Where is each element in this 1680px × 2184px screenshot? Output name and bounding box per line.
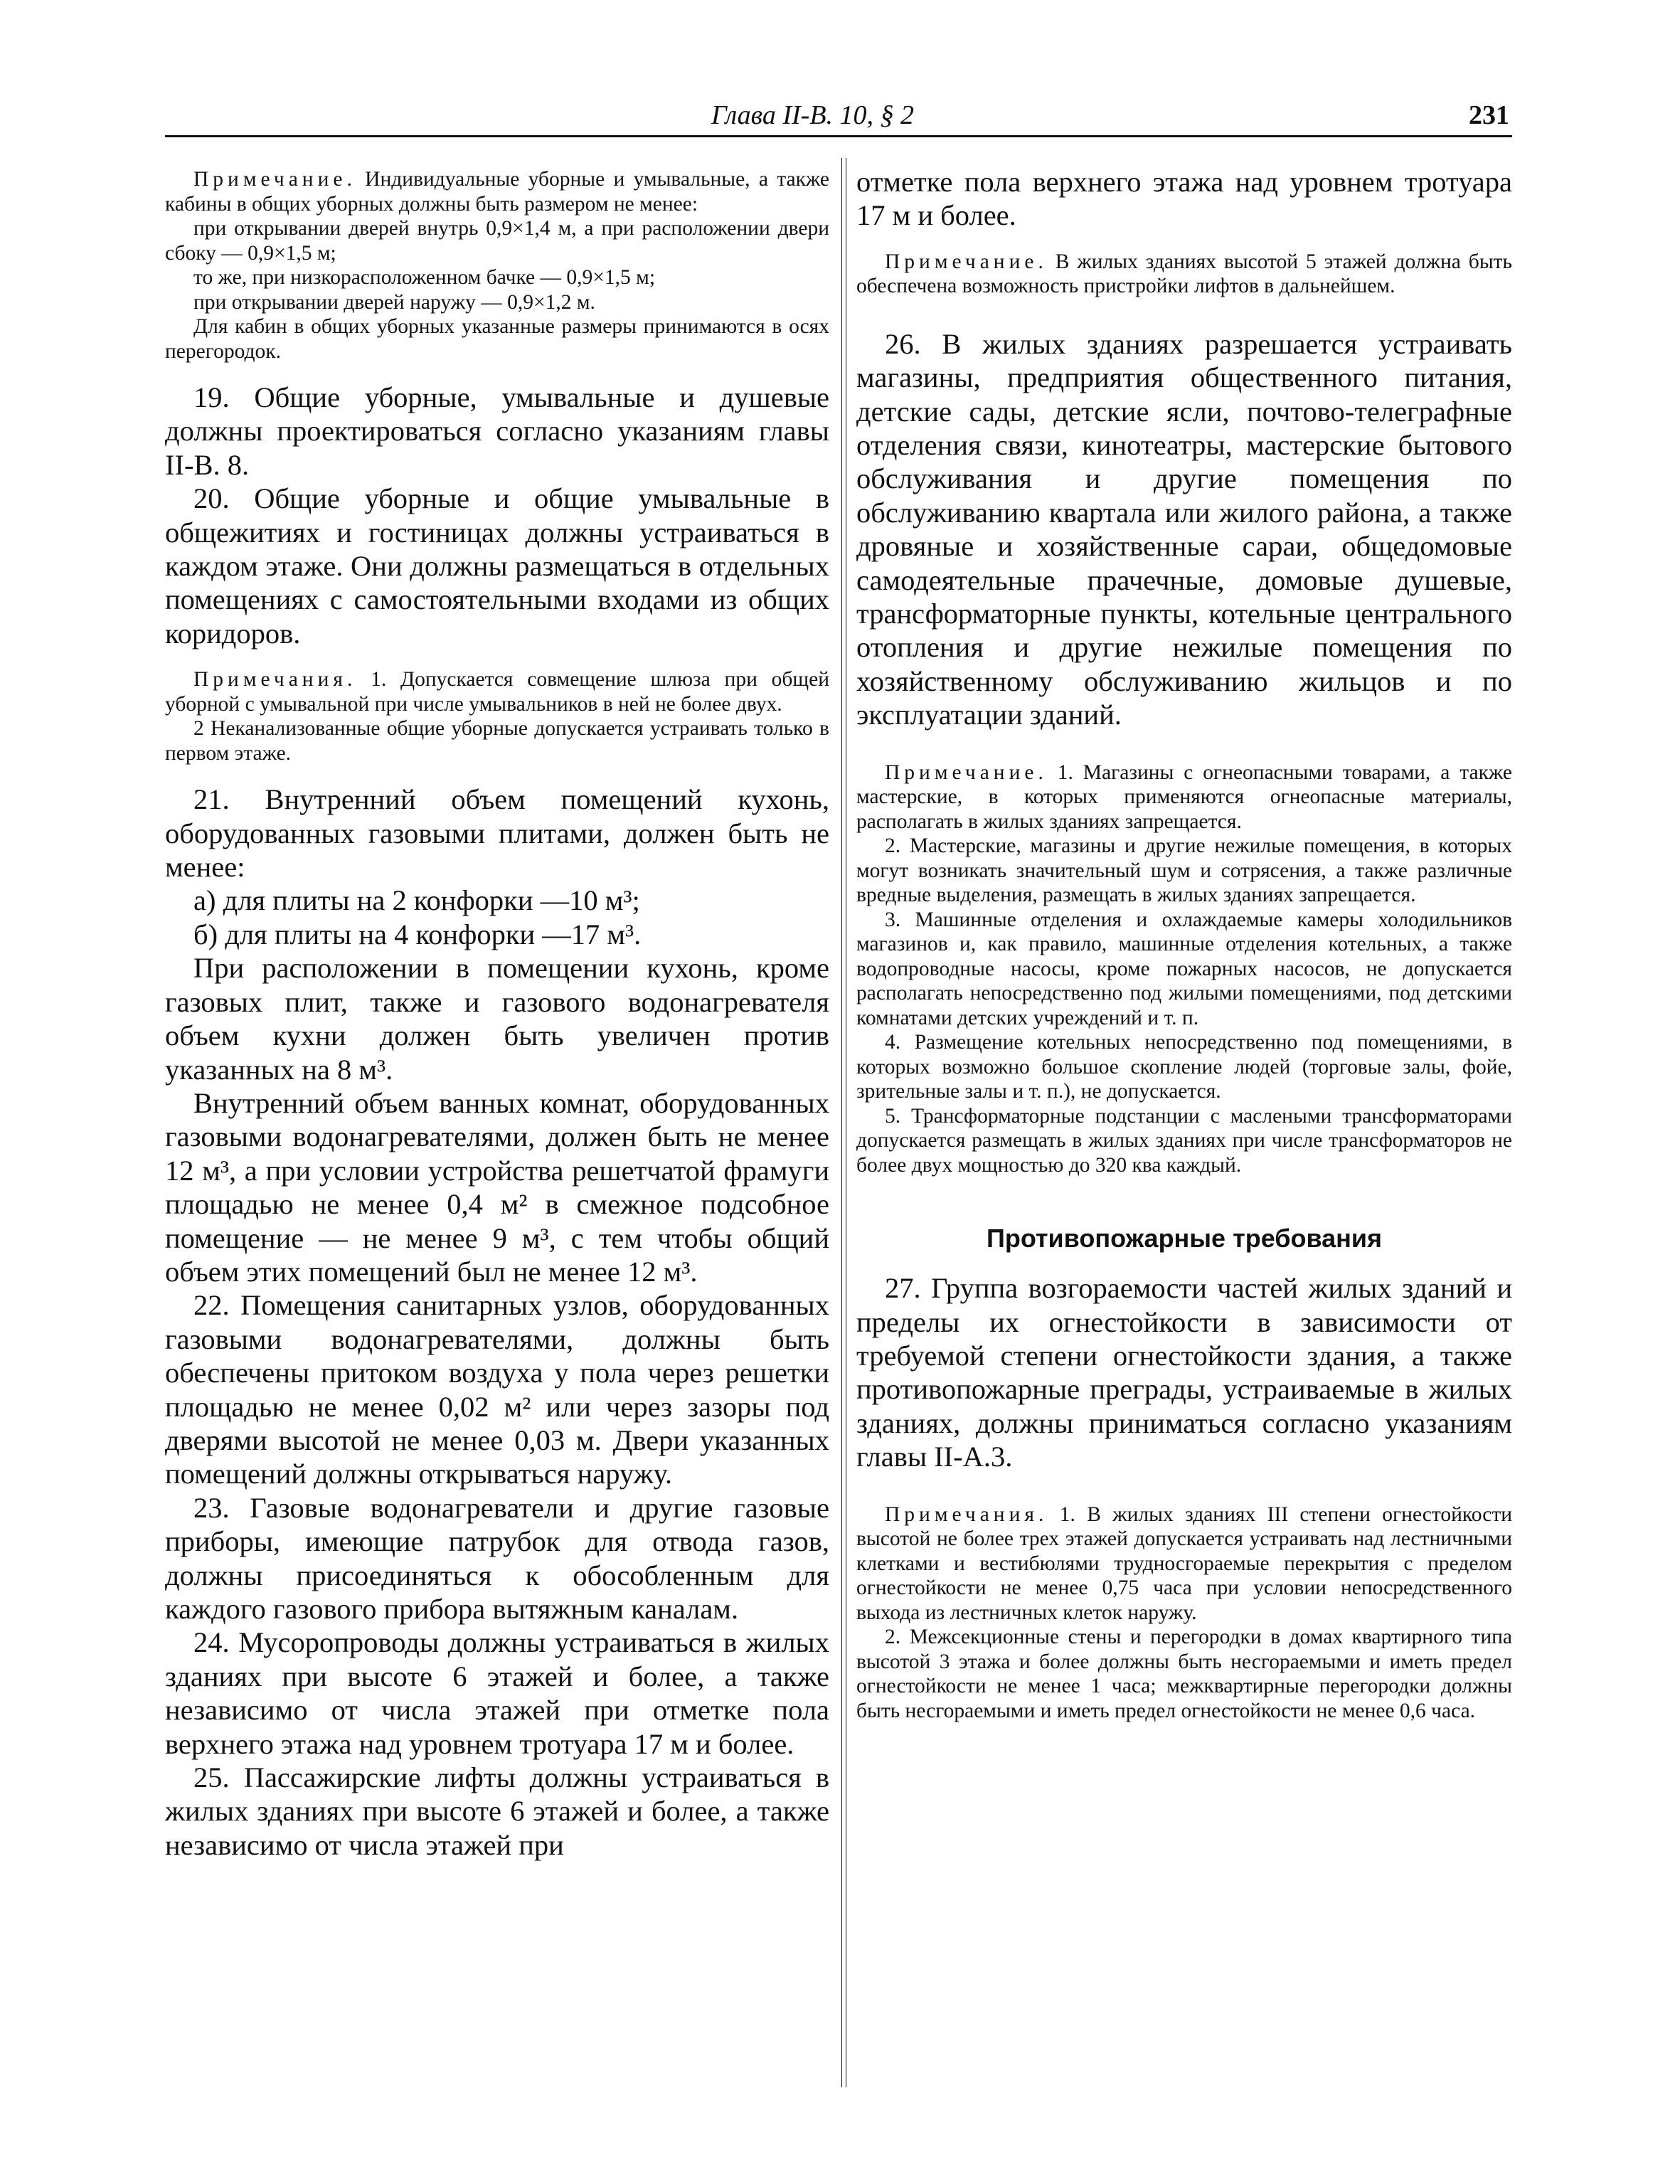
paragraph-21: 21. Внутренний объем помещений кухонь, оборудованных газовыми плитами, должен быть не менее: [165, 783, 829, 884]
section-heading: Противопожарные требования [986, 1224, 1383, 1253]
page-header [165, 100, 1512, 137]
left-column [165, 167, 829, 1862]
page-number: 231 [1469, 100, 1509, 130]
paragraph-26: 26. В жилых зданиях разрешается устраивать магазины, предприятия общественного питания, детские сады, детские ясли, почтово-телеграфные отделения связи, кинотеатры, мастерские бытового обслуживания и другие помещения по обслуживанию квартала или жилого района, а также дровяные и хозяйственные сараи, общедомовые самодеятельные прачечные, домовые душевые, трансформаторные пункты, котельные центрального отопления и другие нежилые помещения по хозяйственному обслуживанию жильцов и по эксплуатации зданий. [856, 327, 1512, 731]
paragraph-27: 27. Группа возгораемости частей жилых зданий и пределы их огнестойкости в зависимости от требуемой степени огнестойкости здания, а также противопожарные преграды, устраиваемые в жилых зданиях, должны приниматься согласно указаниям главы II-А.3. [856, 1272, 1512, 1473]
paragraph-22: 22. Помещения санитарных узлов, оборудованных газовыми водонагревателями, должны быть обеспечены притоком воздуха у пола через решетки площадью не менее 0,02 м² или через зазоры под дверями высотой не менее 0,03 м. Двери указанных помещений должны открываться наружу. [165, 1289, 829, 1490]
note-text: 1. Допускается совмещение шлюза при общей уборной с умывальной при числе умывальников в ней не более двух. [165, 668, 830, 716]
note-lifts [856, 250, 1512, 299]
paragraph-24: 24. Мусоропроводы должны устраиваться в жилых зданиях при высоте 6 этажей и более, а также независимо от числа этажей при отметке пола верхнего этажа над уровнем тротуара 17 м и более. [165, 1626, 829, 1760]
paragraph-21-kitchen: При расположении в помещении кухонь, кроме газовых плит, также и газового водонагревателя объем кухни должен быть увеличен против указанных на 8 м³. [165, 952, 829, 1086]
note-line: 2. Мастерские, магазины и другие нежилые помещения, в которых могут возникать значительный шум и сотрясения, а также различные вредные выделения, размещать в жилых зданиях запрещается. [856, 834, 1512, 907]
note-lead: Примечание. [193, 168, 356, 191]
note-fire [856, 1502, 1512, 1724]
list-item: б) для плиты на 4 конфорки —17 м³. [193, 918, 642, 950]
paragraph-21-bathroom: Внутренний объем ванных комнат, оборудованных газовыми водонагревателями, должен быть не менее 12 м³, а при условии устройства решетчатой фрамуги площадью не менее 0,4 м² в смежное подсобное помещение — не менее 9 м³, с тем чтобы общий объем этих помещений был не менее 12 м³. [165, 1086, 829, 1288]
note-line: 5. Трансформаторные подстанции с маслеными трансформаторами допускается размещать в жилых зданиях при числе трансформаторов не более двух мощностью до 320 ква каждый. [856, 1104, 1512, 1177]
note-lead: Примечания. [885, 1502, 1048, 1526]
running-head: Глава II-В. 10, § 2 [711, 100, 915, 130]
note-line: то же, при низкорасположенном бачке — 0,9×1,5 м; [193, 266, 656, 289]
note-line: 4. Размещение котельных непосредственно под помещениями, в которых возможно большое скопление людей (торговые залы, фойе, зрительные залы и т. п.), не допускается. [856, 1031, 1512, 1103]
note-text: 1. В жилых зданиях III степени огнестойкости высотой не более трех этажей допускается устраивать над лестничными клетками и вестибюлями трудносгораемые перекрытия с пределом огнестойкости не менее 0,75 часа при условии непосредственного выхода из лестничных клеток наружу. [856, 1502, 1512, 1624]
note-line: 2. Межсекционные стены и перегородки в домах квартирного типа высотой 3 этажа и более должны быть несгораемыми и иметь предел огнестойкости не менее 1 часа; межквартирные перегородки должны быть несгораемыми и иметь предел огнестойкости не менее 0,6 часа. [856, 1626, 1512, 1722]
note-line: 3. Машинные отделения и охлаждаемые камеры холодильников магазинов и, как правило, машинные отделения котельных, а также водопроводные насосы, кроме пожарных насосов, не допускается располагать непосредственно под жилыми помещениями, под детскими комнатами детских учреждений и т. п. [856, 908, 1512, 1029]
paragraph-19: 19. Общие уборные, умывальные и душевые должны проектироваться согласно указаниям главы II-В. 8. [165, 381, 829, 481]
list-item: а) для плиты на 2 конфорки —10 м³; [193, 884, 640, 917]
note-lead: Примечание. [885, 250, 1048, 273]
paragraph-23: 23. Газовые водонагреватели и другие газовые приборы, имеющие патрубок для отвода газов, должны присоединяться к обособленным для каждого газового прибора вытяжным каналам. [165, 1491, 829, 1625]
right-column [856, 165, 1512, 1723]
note-text: 1. Магазины с огнеопасными товарами, а также мастерские, в которых применяются огнеопасные материалы, располагать в жилых зданиях запрещается. [856, 760, 1513, 833]
note-dormitories [165, 667, 829, 765]
note-text: Индивидуальные уборные и умывальные, а также кабины в общих уборных должны быть размером не менее: [165, 168, 829, 216]
note-text: В жилых зданиях высотой 5 этажей должна быть обеспечена возможность пристройки лифтов в дальнейшем. [856, 250, 1512, 298]
column-divider [841, 158, 846, 2087]
note-line: 2 Неканализованные общие уборные допускается устраивать только в первом этаже. [165, 717, 829, 765]
note-nonresidential [856, 760, 1512, 1178]
note-lead: Примечания. [193, 668, 357, 691]
note-line: Для кабин в общих уборных указанные размеры принимаются в осях перегородок. [165, 315, 829, 363]
note-toilets [165, 167, 829, 364]
note-line: при открывании дверей наружу — 0,9×1,2 м. [193, 290, 595, 314]
paragraph-20: 20. Общие уборные и общие умывальные в общежитиях и гостиницах должны устраиваться в каждом этаже. Они должны размещаться в отдельных помещениях с самостоятельными входами из общих коридоров. [165, 482, 829, 650]
note-line: при открывании дверей внутрь 0,9×1,4 м, а при расположении двери сбоку — 0,9×1,5 м; [165, 217, 829, 265]
paragraph-25-continued: отметке пола верхнего этажа над уровнем тротуара 17 м и более. [856, 166, 1512, 232]
paragraph-25: 25. Пассажирские лифты должны устраиваться в жилых зданиях при высоте 6 этажей и более, а также независимо от числа этажей при [165, 1761, 829, 1861]
note-lead: Примечание. [885, 760, 1048, 784]
